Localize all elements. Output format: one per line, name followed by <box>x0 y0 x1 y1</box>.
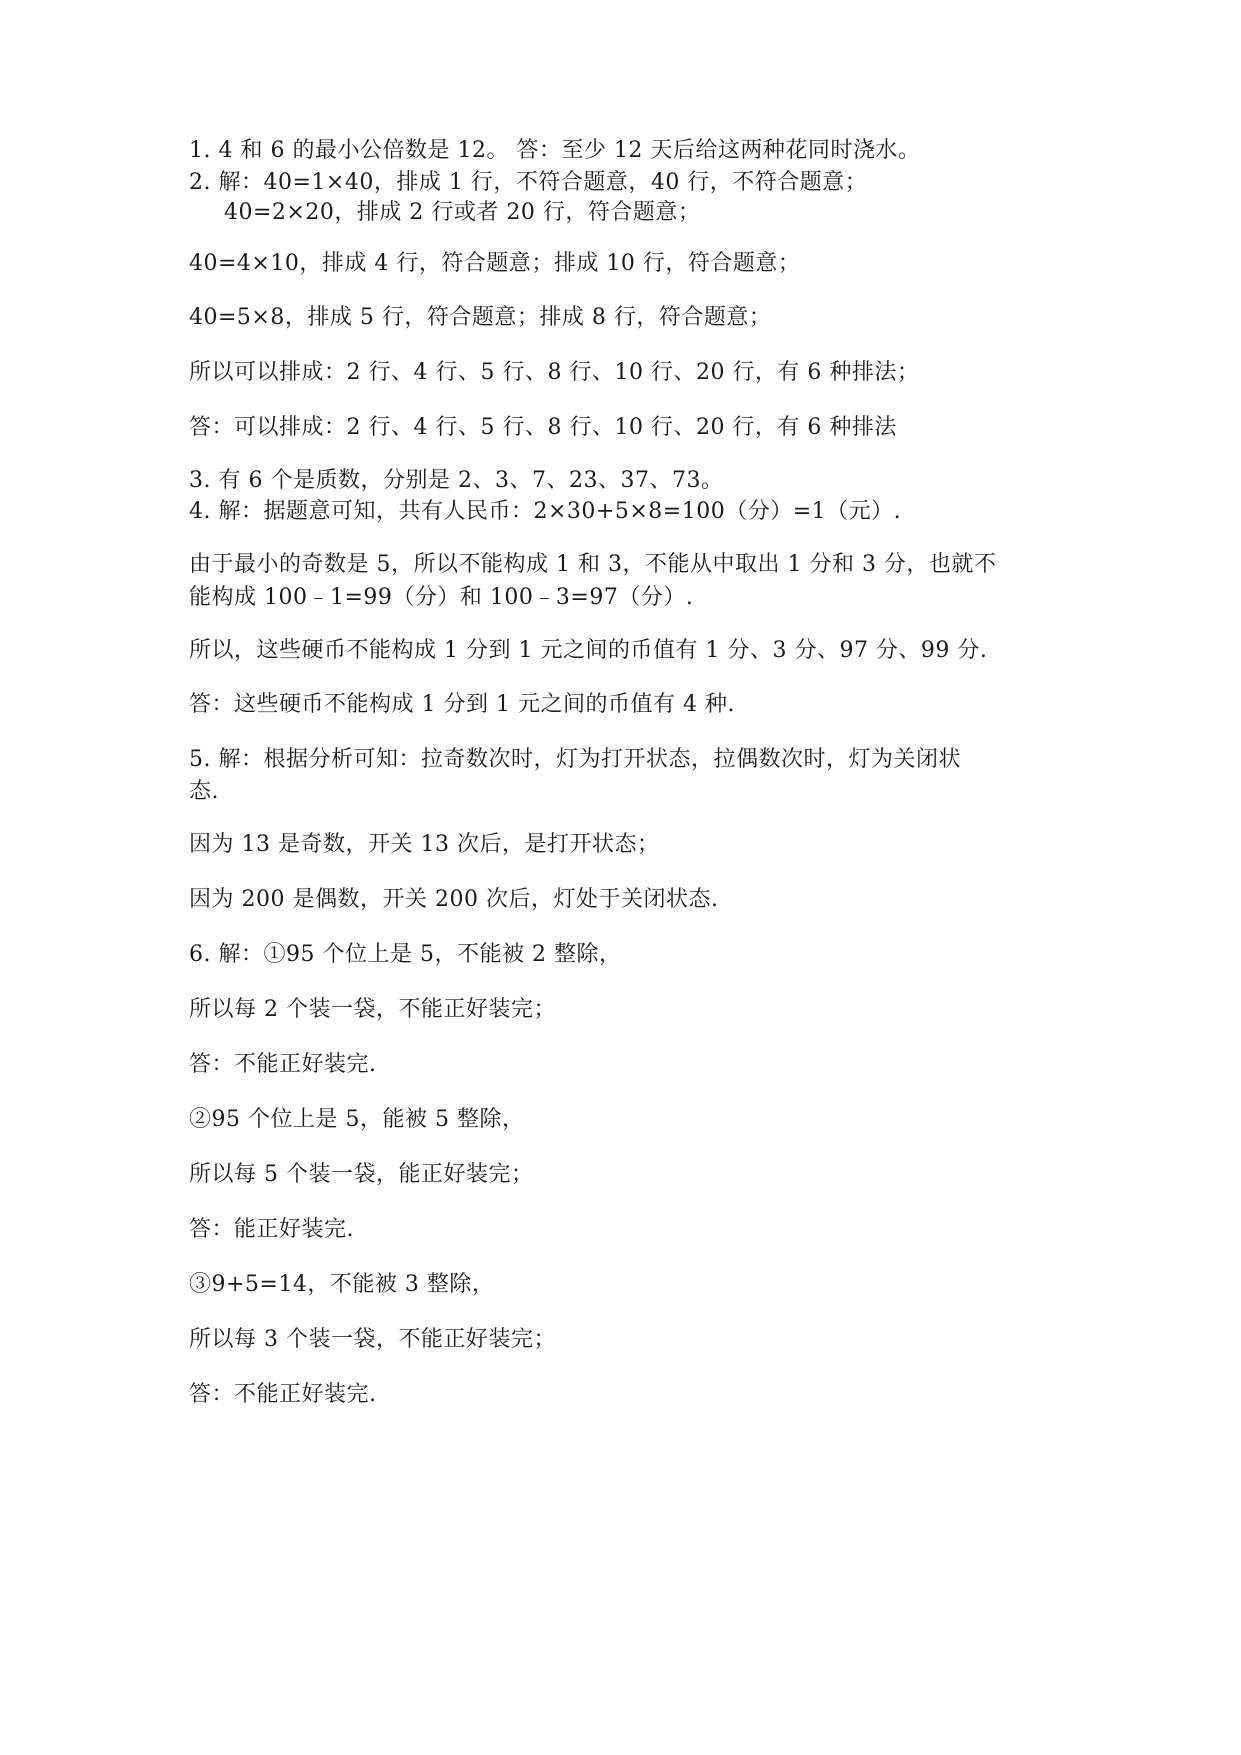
answer-2-line-3: 40=4×10，排成 4 行，符合题意；排成 10 行，符合题意； <box>189 251 801 276</box>
answer-6-line-5: 所以每 5 个装一袋，能正好装完； <box>189 1162 534 1187</box>
answer-2-conclusion: 答：可以排成：2 行、4 行、5 行、8 行、10 行、20 行，有 6 种排法 <box>189 415 897 440</box>
answer-3-line: 3. 有 6 个是质数，分别是 2、3、7、23、37、73。 <box>189 468 724 493</box>
answer-6-line-1: 6. 解：①95 个位上是 5，不能被 2 整除， <box>189 942 622 967</box>
answer-2-line-5: 所以可以排成：2 行、4 行、5 行、8 行、10 行、20 行，有 6 种排法； <box>189 360 920 385</box>
answer-6-line-2: 所以每 2 个装一袋，不能正好装完； <box>189 997 556 1022</box>
answer-4-conclusion: 答：这些硬币不能构成 1 分到 1 元之间的币值有 4 种. <box>189 692 735 717</box>
answer-6-line-6: 答：能正好装完. <box>189 1217 354 1242</box>
answer-4-line-4: 所以，这些硬币不能构成 1 分到 1 元之间的币值有 1 分、3 分、97 分、99 分. <box>189 638 988 663</box>
answer-6-line-8: 所以每 3 个装一袋，不能正好装完； <box>189 1327 556 1352</box>
answer-5-line-1: 5. 解：根据分析可知：拉奇数次时，灯为打开状态，拉偶数次时，灯为关闭状 <box>189 747 961 772</box>
answer-4-line-3: 能构成 100﹣1=99（分）和 100﹣3=97（分）. <box>189 585 694 610</box>
answer-4-line-2: 由于最小的奇数是 5，所以不能构成 1 和 3，不能从中取出 1 分和 3 分，也就不 <box>189 552 997 577</box>
answer-2-line-4: 40=5×8，排成 5 行，符合题意；排成 8 行，符合题意； <box>189 305 772 330</box>
answer-6-line-7: ③9+5=14，不能被 3 整除， <box>189 1272 495 1297</box>
answer-6-line-9: 答：不能正好装完. <box>189 1382 377 1407</box>
answer-6-line-4: ②95 个位上是 5，能被 5 整除， <box>189 1107 525 1132</box>
answer-5-line-3: 因为 13 是奇数，开关 13 次后，是打开状态； <box>189 832 660 857</box>
answer-4-line-1: 4. 解：据题意可知，共有人民币：2×30+5×8=100（分）=1（元）. <box>189 499 902 524</box>
answer-6-line-3: 答：不能正好装完. <box>189 1052 377 1077</box>
answer-2-line-2: 40=2×20，排成 2 行或者 20 行，符合题意； <box>224 200 701 225</box>
answer-5-line-4: 因为 200 是偶数，开关 200 次后，灯处于关闭状态. <box>189 887 719 912</box>
answer-5-line-2: 态. <box>189 779 219 804</box>
answer-2-line-1: 2. 解：40=1×40，排成 1 行，不符合题意，40 行，不符合题意； <box>189 170 868 195</box>
answer-1-line: 1. 4 和 6 的最小公倍数是 12。 答：至少 12 天后给这两种花同时浇水。 <box>189 138 921 163</box>
